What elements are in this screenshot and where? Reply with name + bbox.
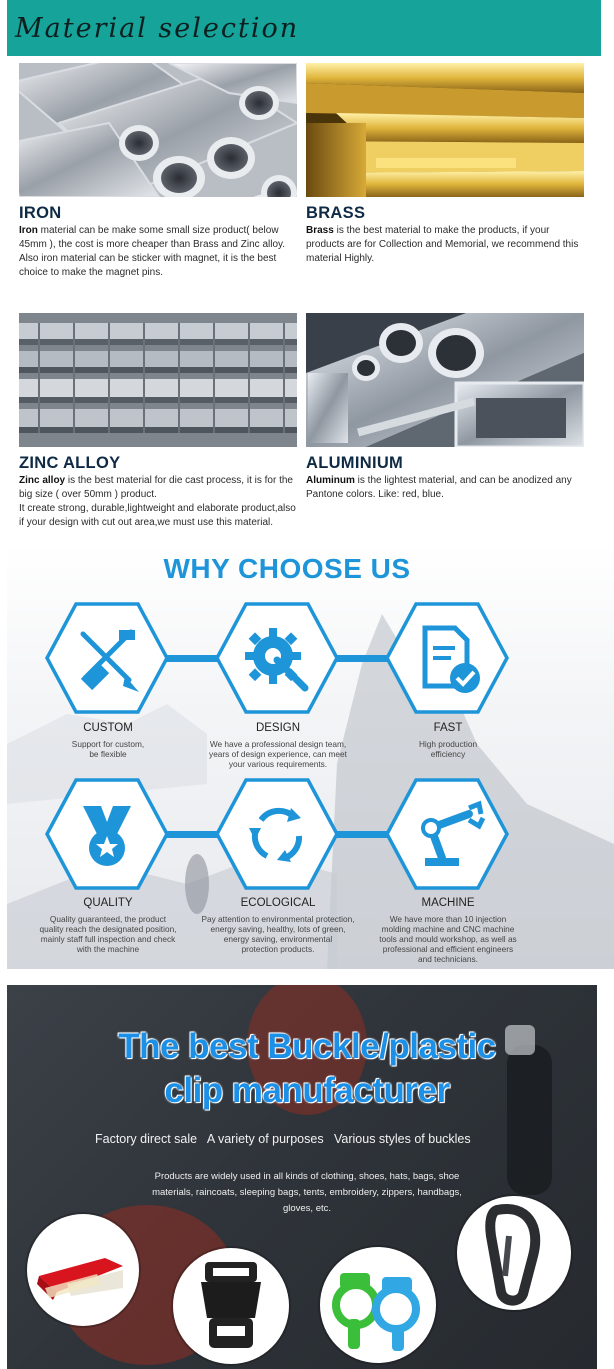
quality-medal-icon: [45, 778, 169, 890]
material-name: BRASS: [306, 204, 366, 222]
feature-desc-machine: We have more than 10 injection molding machine and CNC machine tools and mould workshop, as well as professional and efficient engineers and technicians.: [379, 914, 517, 964]
green-blue-plastic-clips: [320, 1247, 436, 1363]
banner-paragraph: Products are widely used in all kinds of clothing, shoes, hats, bags, shoe materials, raincoats, sleeping bags, tents, embroidery, zippers, handbags, gloves, etc.: [152, 1171, 462, 1214]
material-card-zinc-alloy: [19, 313, 299, 530]
feature-label-fast: FAST: [433, 722, 463, 734]
page-title: Material selection: [15, 13, 300, 44]
material-description: Iron material can be make some small size product( below 45mm ), the cost is more cheaper than Brass and Zinc alloy. Also iron material can be sticker with magnet, it is the best choice to make the magnet pins.: [19, 225, 286, 278]
feature-label-custom: CUSTOM: [83, 722, 133, 734]
feature-desc-custom: Support for custom, be flexible: [71, 739, 145, 759]
feature-label-machine: MACHINE: [421, 897, 475, 909]
feature-desc-quality: Quality guaranteed, the product quality reach the designated position, mainly staff full inspection and check with the machine: [39, 914, 177, 954]
feature-label-ecological: ECOLOGICAL: [240, 897, 316, 909]
machine-robot-arm-icon: [385, 778, 509, 890]
why-choose-us-section: [7, 544, 614, 969]
material-card-aluminium: [306, 313, 586, 502]
material-name: ALUMINIUM: [306, 454, 404, 472]
custom-tools-icon: [45, 602, 169, 714]
black-side-release-buckle: [173, 1248, 289, 1364]
material-card-brass: [306, 63, 586, 266]
ecological-recycle-icon: [215, 778, 339, 890]
feature-label-quality: QUALITY: [83, 897, 133, 909]
feature-desc-design: We have a professional design team, years of design experience, can meet your various requirements.: [209, 739, 347, 769]
zinc-ingots-photo: [19, 313, 297, 447]
fast-document-check-icon: [385, 602, 509, 714]
banner-title-line2: clip manufacturer: [164, 1071, 450, 1110]
banner-subtitle: Factory direct sale A variety of purposes Various styles of buckles: [95, 1132, 471, 1146]
section-header: [7, 0, 601, 56]
material-card-iron: [19, 63, 299, 280]
red-plastic-clip: [27, 1214, 139, 1326]
feature-desc-ecological: Pay attention to environmental protection, energy saving, healthy, lots of green, energy saving, environmental protection products.: [201, 914, 355, 954]
aluminium-profiles-photo: [306, 313, 584, 447]
steel-pipes-photo: [19, 63, 297, 197]
black-plastic-carabiner: [457, 1196, 571, 1310]
material-description: Zinc alloy is the best material for die cast process, it is for the big size ( over 50mm ) product. It create strong, durable,lightweight and elaborate product,also if your design with cut out area,we must use this material.: [19, 475, 296, 528]
feature-desc-fast: High production efficiency: [418, 739, 478, 759]
banner-title-line1: The best Buckle/plastic: [118, 1027, 496, 1066]
material-description: Brass is the best material to make the products, if your products are for Collection and Memorial, we recommend this material Highly.: [306, 225, 579, 264]
buckle-manufacturer-banner: [7, 985, 597, 1369]
feature-label-design: DESIGN: [255, 722, 301, 734]
brass-bars-photo: [306, 63, 584, 197]
design-gear-icon: [215, 602, 339, 714]
why-choose-us-title: WHY CHOOSE US: [163, 553, 411, 584]
material-name: ZINC ALLOY: [19, 454, 121, 472]
material-description: Aluminum is the lightest material, and can be anodized any Pantone colors. Like: red, blue.: [306, 475, 572, 500]
material-name: IRON: [19, 204, 62, 222]
